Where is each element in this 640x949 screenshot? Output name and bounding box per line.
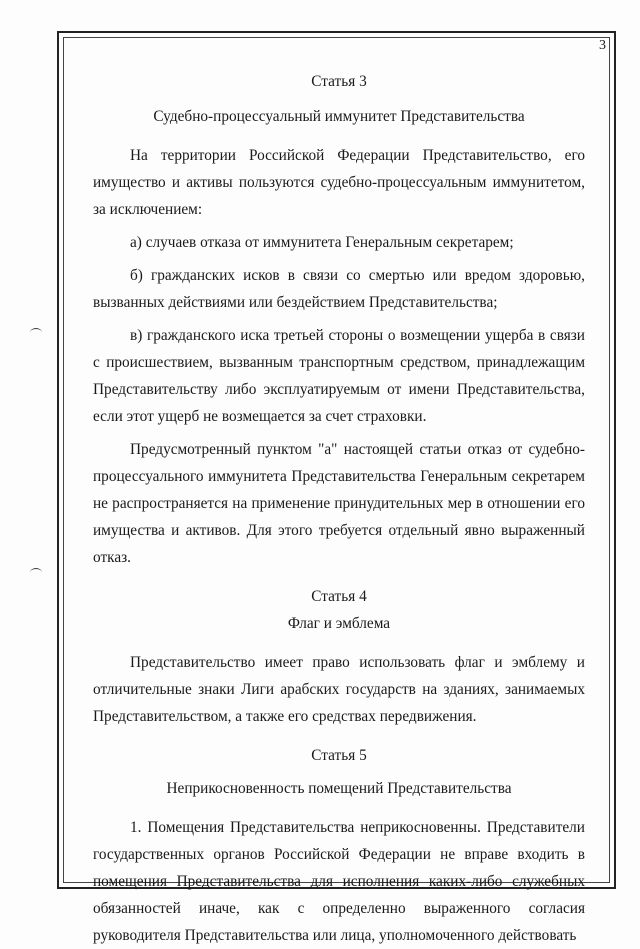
article-3-intro: На территории Российской Федерации Представительство, его имущество и активы пользуются судебно-процессуальным иммунитетом, за исключением: [93,147,585,218]
page-number: 3 [599,38,606,53]
margin-mark [30,568,42,577]
article-4-subtitle: Флаг и эмблема [287,615,391,632]
article-3-item-c: в) гражданского иска третьей стороны о возмещении ущерба в связи с происшествием, вызванным транспортным средством, принадлежащим Представительству либо эксплуатируемым от имени Представительства, если этот ущерб не возмещается за счет страховки. [93,327,585,425]
article-5-subtitle: Неприкосновенность помещений Представительства [166,780,512,797]
article-3-closing: Предусмотренный пунктом "а" настоящей статьи отказ от судебно-процессуального иммунитета Представительства Генеральным секретарем не распространяется на применение принудительных мер в отношении его имущества и активов. Для этого требуется отдельный явно выраженный отказ. [93,441,585,566]
article-3-title: Статья 3 [311,73,367,90]
article-3-item-a: а) случаев отказа от иммунитета Генеральным секретарем; [130,234,514,251]
article-3-item-b: б) гражданских исков в связи со смертью или вредом здоровью, вызванных действиями или бездействием Представительства; [93,267,585,311]
article-4-title: Статья 4 [311,588,367,605]
article-3-subtitle: Судебно-процессуальный иммунитет Представительства [153,108,525,125]
article-4-text: Представительство имеет право использовать флаг и эмблему и отличительные знаки Лиги арабских государств на зданиях, занимаемых Представительством, а также его средствах передвижения. [93,654,585,725]
article-5-para-1: 1. Помещения Представительства неприкосновенны. Представители государственных органов Российской Федерации не вправе входить в помещения Представительства для исполнения каких-либо служебных обязанностей иначе, как с определенно выраженного согласия руководителя Представительства или лица, уполномоченного действовать [93,819,585,944]
document-body [93,68,585,949]
margin-mark [30,328,42,337]
article-5-title: Статья 5 [311,747,367,764]
